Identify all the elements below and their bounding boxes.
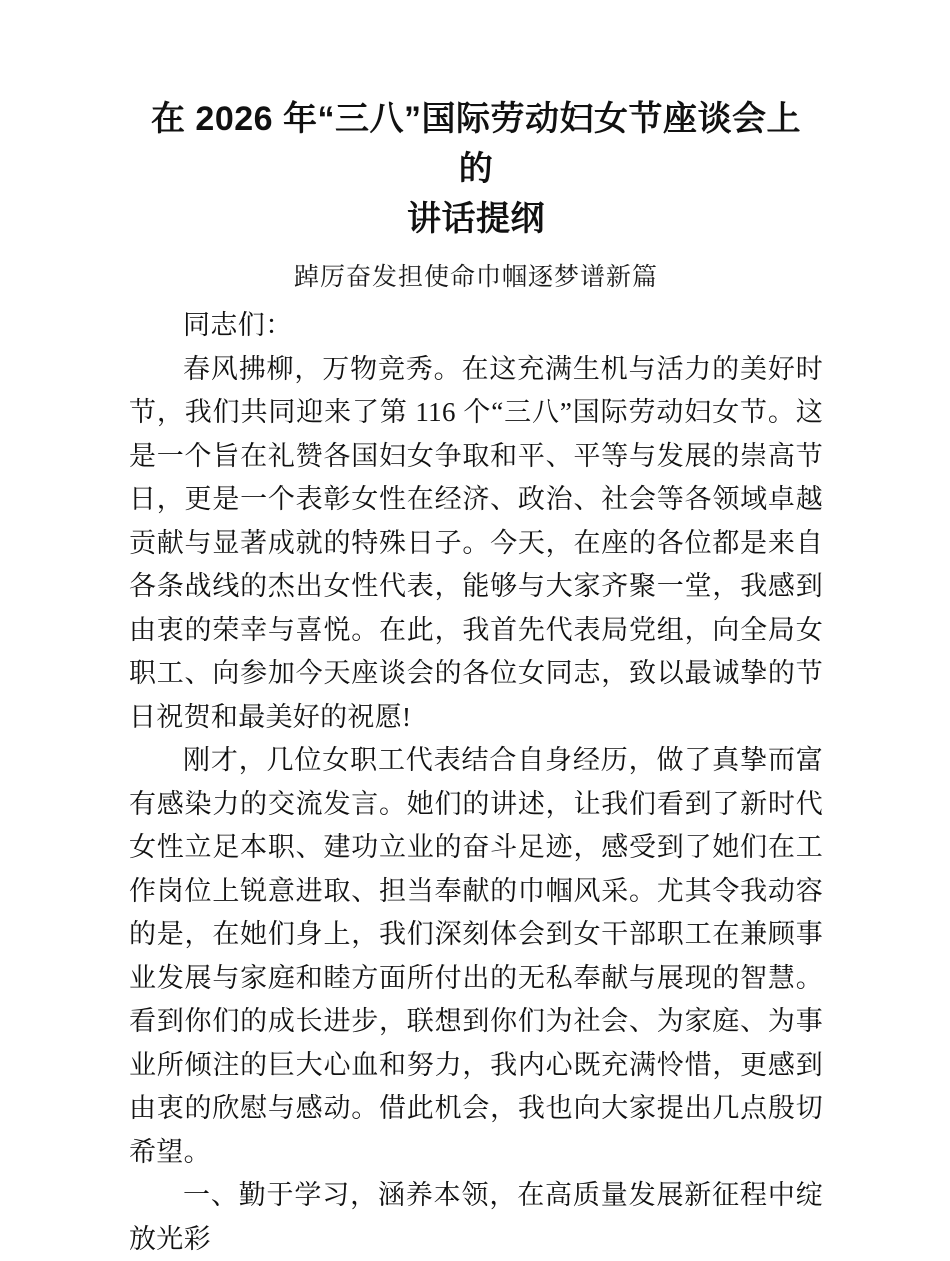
document-body <box>129 94 823 1261</box>
page-subtitle: 踔厉奋发担使命巾帼逐梦谱新篇 <box>293 264 658 291</box>
body-paragraph-2: 刚才，几位女职工代表结合自身经历，做了真挚而富有感染力的交流发言。她们的讲述，让我们看到了新时代女性立足本职、建功立业的奋斗足迹，感受到了她们在工作岗位上锐意进取、担当奉献的巾帼风采。尤其令我动容的是，在她们身上，我们深刻体会到女干部职工在兼顾事业发展与家庭和睦方面所付出的无私奉献与展现的智慧。看到你们的成长进步，联想到你们为社会、为家庭、为事业所倾注的巨大心血和努力，我内心既充满怜惜，更感到由衷的欣慰与感动。借此机会，我也向大家提出几点殷切希望。 <box>129 745 823 1167</box>
salutation: 同志们： <box>183 310 293 340</box>
section-heading-1: 一、勤于学习，涵养本领，在高质量发展新征程中绽放光彩 <box>129 1180 823 1254</box>
body-paragraph-1: 春风拂柳，万物竞秀。在这充满生机与活力的美好时节，我们共同迎来了第 116 个“三八”国际劳动妇女节。这是一个旨在礼赞各国妇女争取和平、平等与发展的崇高节日，更是一个表彰女性在经济、政治、社会等各领域卓越贡献与显著成就的特殊日子。今天，在座的各位都是来自各条战线的杰出女性代表，能够与大家齐聚一堂，我感到由衷的荣幸与喜悦。在此，我首先代表局党组，向全局女职工、向参加今天座谈会的各位女同志，致以最诚挚的节日祝贺和最美好的祝愿! <box>129 353 823 732</box>
page-title-line-2: 讲话提纲 <box>407 200 545 238</box>
page-title <box>129 94 823 244</box>
page-title-line-1: 在 2026 年“三八”国际劳动妇女节座谈会上的 <box>150 100 802 188</box>
